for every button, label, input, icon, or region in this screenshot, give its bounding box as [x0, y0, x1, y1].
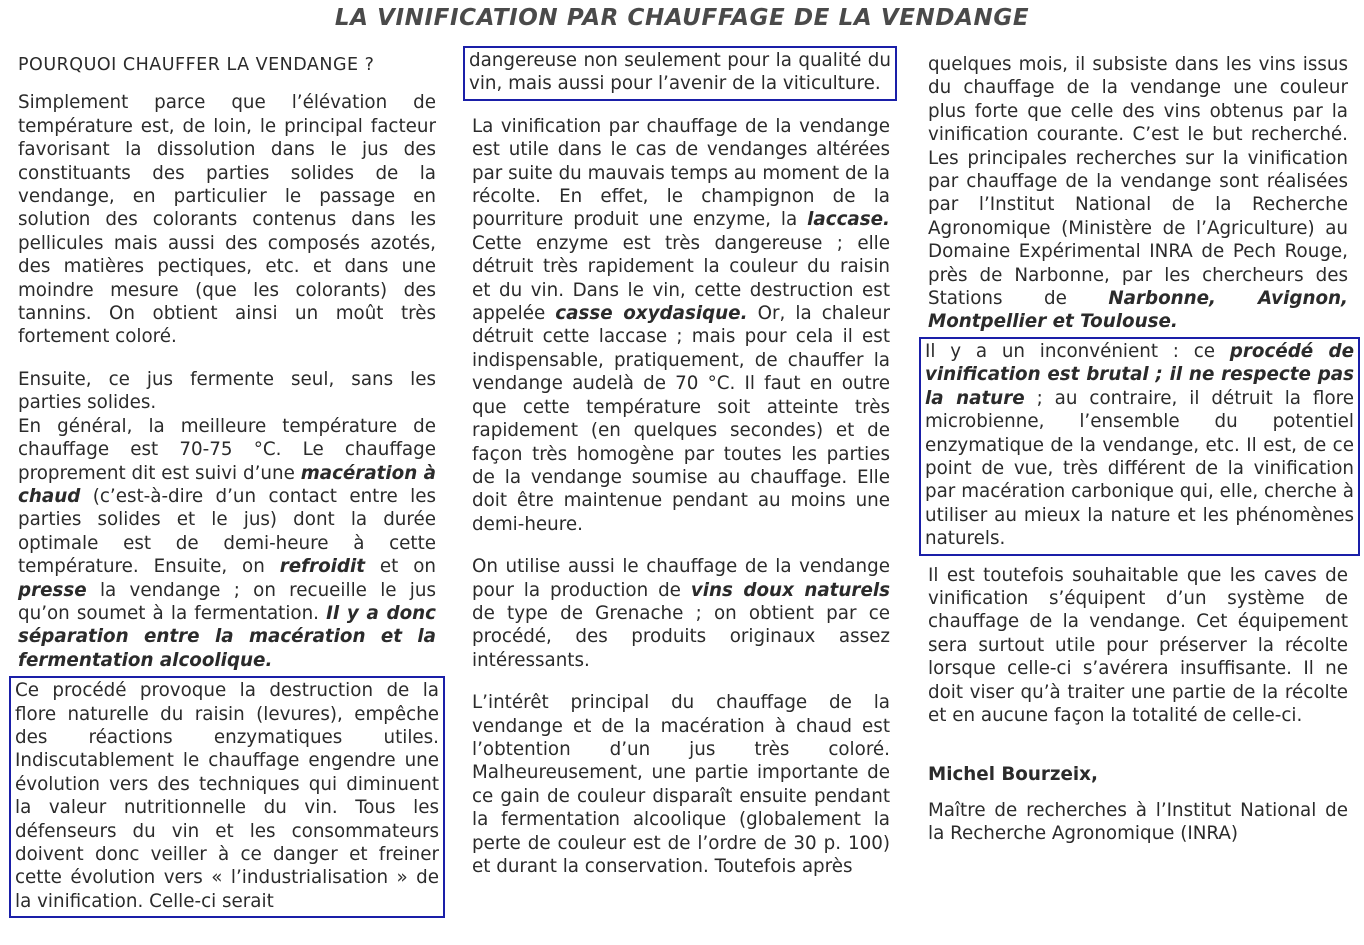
paragraph: La vinification par chauffage de la vendange est utile dans le cas de vendanges altérées par suite du mauvais temps au moment de la récolte. En effet, le champignon de la pourriture produit une enzyme, la laccase. Cette enzyme est très dangereuse ; elle détruit très rapidement la couleur du raisin et du vin. Dans le vin, cette destruction est appelée casse oxydasique. Or, la chaleur détruit cette laccase ; mais pour cela il est indispensable, pratiquement, de chauffer la vendange audelà de 70 °C. Il faut en outre que cette température soit atteinte très rapidement (en quelques secondes) et de façon très homogène par toutes les parties de la vendange soumise au chauffage. Elle doit être maintenue pendant au moins une demi-heure.: [472, 115, 890, 535]
paragraph: quelques mois, il subsiste dans les vins issus du chauffage de la vendange une couleur plus forte que celle des vins obtenus par la vinification courante. C’est le but recherché. Les principales recherches sur la vinification par chauffage de la vendange sont réalisées par l’Institut National de la Recherche Agronomique (Ministère de l’Agriculture) au Domaine Expérimental INRA de Pech Rouge, près de Narbonne, par les chercheurs des Stations de Narbonne, Avignon, Montpellier et Toulouse.: [928, 54, 1348, 333]
author-affiliation: Maître de recherches à l’Institut National de la Recherche Agronomique (INRA): [928, 799, 1348, 845]
author-name: Michel Bourzeix,: [928, 764, 1098, 786]
paragraph: Ensuite, ce jus fermente seul, sans les parties solides.: [18, 368, 436, 414]
section-heading: POURQUOI CHAUFFER LA VENDANGE ?: [18, 55, 375, 75]
highlight-box: [919, 337, 1360, 556]
column-1: [15, 50, 439, 918]
highlight-box: [463, 46, 897, 101]
box-text: Ce procédé provoque la destruction de la flore naturelle du raisin (levures), empêche des réactions enzymatiques utiles. Indiscutablement le chauffage engendre une évolution vers des techniques qui diminuent la valeur nutritionnelle du vin. Tous les défenseurs du vin et les consommateurs doivent donc veiller à ce danger et freiner cette évolution vers « l’industrialisation » de la vinification. Celle-ci serait: [15, 680, 439, 912]
column-3: [925, 53, 1354, 846]
box-text: dangereuse non seulement pour la qualité du vin, mais aussi pour l’avenir de la viticulture.: [469, 50, 891, 95]
article-title: LA VINIFICATION PAR CHAUFFAGE DE LA VENDANGE: [334, 5, 1030, 31]
highlight-box: [9, 676, 445, 918]
paragraph: On utilise aussi le chauffage de la vendange pour la production de vins doux naturels de type de Grenache ; on obtient par ce procédé, des produits originaux assez intéressants.: [472, 556, 890, 671]
box-text: Il y a un inconvénient : ce procédé de vinification est brutal ; il ne respecte pas la nature ; au contraire, il détruit la flore microbienne, l’ensemble du potentiel enzymatique de la vendange, etc. Il est, de ce point de vue, très différent de la vinification par macération carbonique qui, elle, cherche à utiliser au mieux la nature et les phénomènes naturels.: [925, 340, 1354, 550]
paragraph: Il est toutefois souhaitable que les caves de vinification s’équipent d’un système de chauffage de la vendange. Cet équipement sera surtout utile pour préserver la récolte lorsque celle-ci s’avérera insuffisante. Il ne doit viser qu’à traiter une partie de la récolte et en aucune façon la totalité de celle-ci.: [928, 564, 1348, 726]
paragraph: L’intérêt principal du chauffage de la vendange et de la macération à chaud est l’obtention d’un jus très coloré. Malheureusement, une partie importante de ce gain de couleur disparaît ensuite pendant la fermentation alcoolique (globalement la perte de couleur est de l’ordre de 30 p. 100) et durant la conservation. Toutefois après: [472, 692, 890, 877]
column-2: [469, 50, 891, 878]
paragraph: En général, la meilleure température de chauffage est 70-75 °C. Le chauffage proprement dit est suivi d’une macération à chaud (c’est-à-dire d’un contact entre les parties solides et le jus) dont la durée optimale est de demi-heure à cette température. Ensuite, on refroidit et on presse la vendange ; on recueille le jus qu’on soumet à la fermentation. Il y a donc séparation entre la macération et la fermentation alcoolique.: [18, 415, 436, 671]
paragraph: Simplement parce que l’élévation de température est, de loin, le principal facteur favorisant la dissolution dans le jus des constituants des parties solides de la vendange, en particulier le passage en solution des colorants contenus dans les pellicules mais aussi des composés azotés, des matières pectiques, etc. et dans une moindre mesure (que les colorants) des tannins. On obtient ainsi un moût très fortement coloré.: [18, 92, 436, 348]
